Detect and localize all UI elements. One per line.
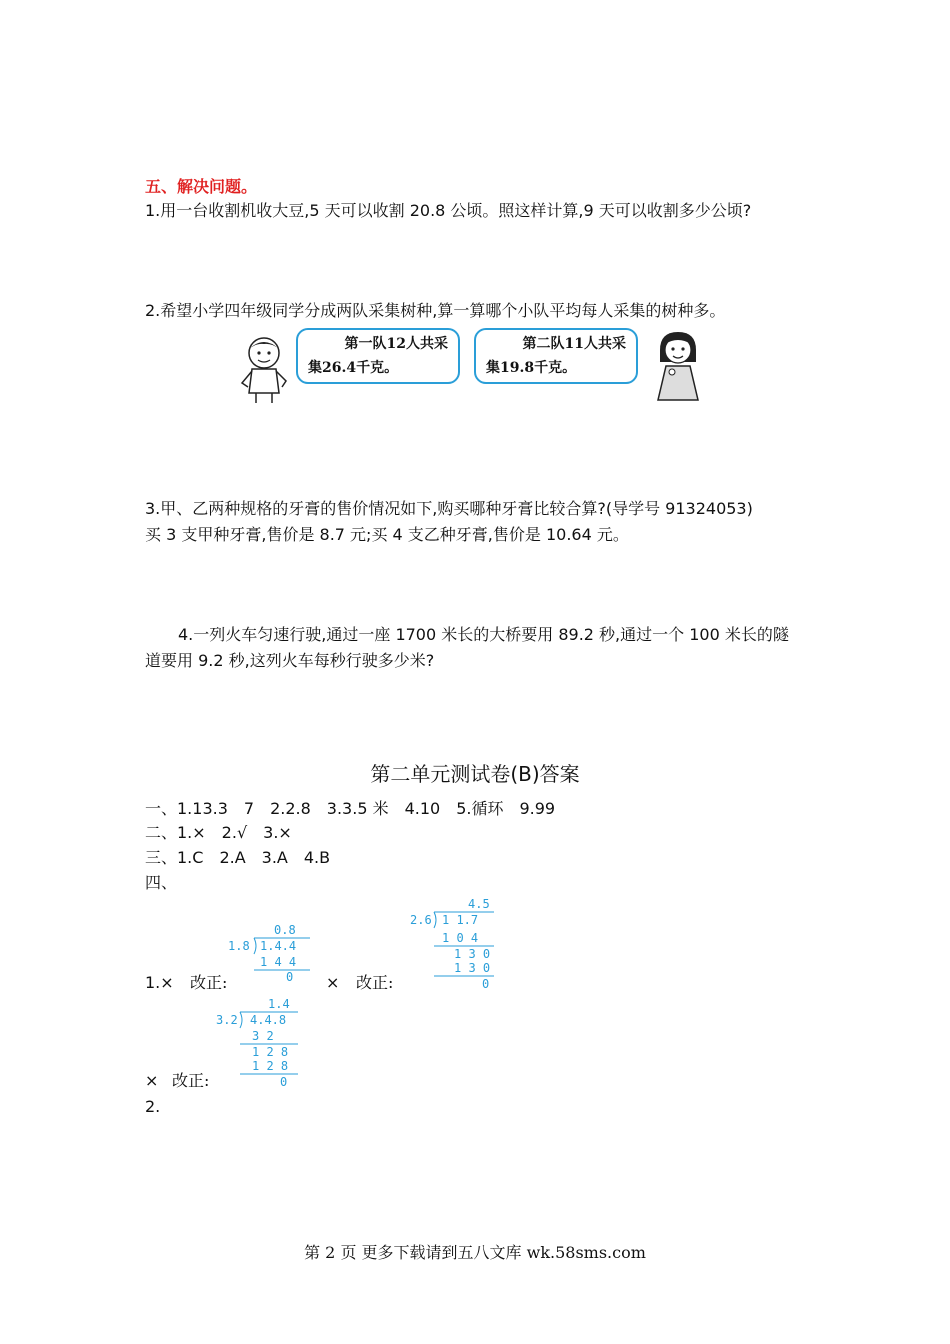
dividend: 1 1.7	[442, 913, 479, 927]
bubble-text-line: 第一队12人共采	[344, 336, 448, 352]
quotient: 4.5	[468, 897, 490, 911]
step-2: 1 3 0	[454, 947, 491, 961]
answer-item-1-mark: 1.×	[145, 973, 174, 992]
section-heading: 五、解决问题。	[145, 177, 258, 196]
question-4-line-1: 4.一列火车匀速行驶,通过一座 1700 米长的大桥要用 89.2 秒,通过一个 100 米长的隧	[178, 625, 789, 644]
bubble-text-line: 第二队11人共采	[522, 336, 626, 352]
long-division-2	[408, 894, 500, 990]
step-2: 1 2 8	[252, 1045, 289, 1059]
answer-item-2-label: 改正:	[356, 973, 394, 992]
long-division-3	[214, 994, 306, 1090]
dividend: 1.4.4	[260, 939, 297, 953]
girl-illustration	[650, 328, 706, 404]
answer-part-3: 三、1.C 2.A 3.A 4.B	[145, 848, 331, 867]
remainder: 0	[286, 970, 294, 982]
answer-item-3-mark: ×	[145, 1071, 159, 1090]
bubble-text-line: 集19.8千克。	[486, 360, 577, 376]
answer-item-1-label: 改正:	[190, 973, 228, 992]
divisor: 2.6	[410, 913, 432, 927]
answer-part-1: 一、1.13.3 7 2.2.8 3.3.5 米 4.10 5.循环 9.99	[145, 799, 556, 818]
step-3: 1 2 8	[252, 1059, 289, 1073]
question-4-line-2: 道要用 9.2 秒,这列火车每秒行驶多少米?	[145, 651, 435, 670]
answer-title: 第二单元测试卷(B)答案	[370, 762, 580, 786]
page-footer: 第 2 页 更多下载请到五八文库 wk.58sms.com	[304, 1243, 646, 1262]
divisor: 1.8	[228, 939, 250, 953]
divisor: 3.2	[216, 1013, 238, 1027]
speech-bubble-team1	[296, 328, 460, 384]
dividend: 4.4.8	[250, 1013, 287, 1027]
question-3-line-1: 3.甲、乙两种规格的牙膏的售价情况如下,购买哪种牙膏比较合算?(导学号 91324053)	[145, 499, 753, 518]
quotient: 0.8	[274, 923, 296, 937]
step-3: 1 3 0	[454, 961, 491, 975]
answer-item-2-mark: ×	[326, 973, 340, 992]
question-3-line-2: 买 3 支甲种牙膏,售价是 8.7 元;买 4 支乙种牙膏,售价是 10.64 元。	[145, 525, 629, 544]
bubble-text-line: 集26.4千克。	[308, 360, 399, 376]
remainder: 0	[280, 1075, 288, 1089]
question-1: 1.用一台收割机收大豆,5 天可以收割 20.8 公顷。照这样计算,9 天可以收割多少公顷?	[145, 201, 752, 220]
boy-illustration	[236, 335, 292, 405]
question-2: 2.希望小学四年级同学分成两队采集树种,算一算哪个小队平均每人采集的树种多。	[145, 301, 726, 320]
answer-part-4: 四、	[145, 873, 178, 892]
step-1: 1 4 4	[260, 955, 297, 969]
speech-bubble-team2	[474, 328, 638, 384]
quotient: 1.4	[268, 997, 290, 1011]
remainder: 0	[482, 977, 490, 990]
answer-item-3-label: 改正:	[172, 1071, 210, 1090]
step-1: 3 2	[252, 1029, 274, 1043]
answer-part-2: 二、1.× 2.√ 3.×	[145, 823, 292, 842]
answer-item-4: 2.	[145, 1097, 161, 1116]
step-1: 1 0 4	[442, 931, 479, 945]
long-division-1	[226, 920, 316, 982]
